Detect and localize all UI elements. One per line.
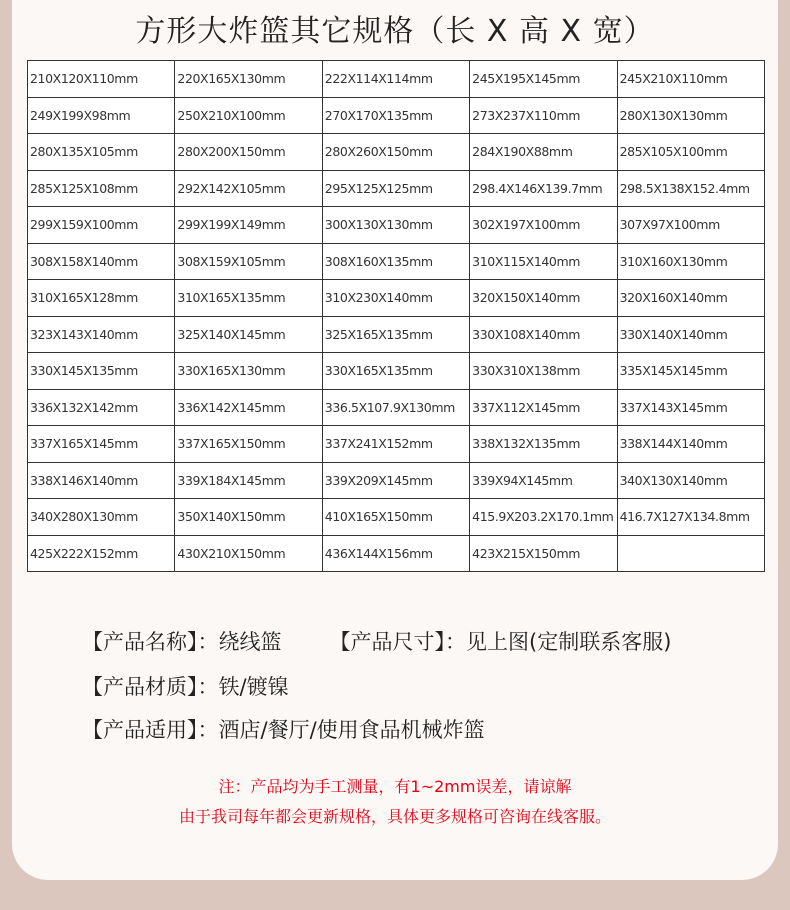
table-cell: 300X130X130mm [322,207,469,244]
table-cell: 310X160X130mm [617,243,764,280]
table-row [28,243,765,280]
table-cell: 338X144X140mm [617,426,764,463]
table-cell: 335X145X145mm [617,353,764,390]
info-row-material [82,671,289,701]
table-row [28,316,765,353]
table-cell: 336X132X142mm [28,389,175,426]
table-cell: 340X130X140mm [617,462,764,499]
page-title: 方形大炸篮其它规格（长 X 高 X 宽） [135,14,655,49]
table-cell: 210X120X110mm [28,61,175,98]
product-size-value: 见上图(定制联系客服) [466,630,672,654]
table-cell: 308X160X135mm [322,243,469,280]
table-cell [617,535,764,572]
table-cell: 338X146X140mm [28,462,175,499]
spec-table [27,60,765,572]
table-row [28,389,765,426]
table-cell: 330X165X135mm [322,353,469,390]
table-cell: 249X199X98mm [28,97,175,134]
table-cell: 285X105X100mm [617,134,764,171]
table-row [28,207,765,244]
table-cell: 320X150X140mm [470,280,617,317]
table-cell: 430X210X150mm [175,535,322,572]
table-cell: 339X94X145mm [470,462,617,499]
table-cell: 310X115X140mm [470,243,617,280]
spec-table-body [28,61,765,572]
table-cell: 310X165X135mm [175,280,322,317]
table-cell: 310X165X128mm [28,280,175,317]
table-row [28,462,765,499]
info-row-name-size [82,626,671,656]
table-cell: 298.5X138X152.4mm [617,170,764,207]
table-row [28,353,765,390]
table-cell: 330X140X140mm [617,316,764,353]
table-cell: 285X125X108mm [28,170,175,207]
table-cell: 302X197X100mm [470,207,617,244]
table-cell: 280X260X150mm [322,134,469,171]
table-cell: 338X132X135mm [470,426,617,463]
table-row [28,280,765,317]
note-update: 由于我司每年都会更新规格，具体更多规格可咨询在线客服。 [178,807,611,826]
table-cell: 320X160X140mm [617,280,764,317]
table-cell: 270X170X135mm [322,97,469,134]
table-cell: 423X215X150mm [470,535,617,572]
table-cell: 308X158X140mm [28,243,175,280]
note-measurement: 注：产品均为手工测量，有1~2mm误差，请谅解 [218,777,572,796]
table-cell: 336X142X145mm [175,389,322,426]
table-cell: 410X165X150mm [322,499,469,536]
table-cell: 222X114X114mm [322,61,469,98]
table-cell: 436X144X156mm [322,535,469,572]
table-cell: 295X125X125mm [322,170,469,207]
table-cell: 299X199X149mm [175,207,322,244]
table-cell: 330X165X130mm [175,353,322,390]
table-cell: 337X165X145mm [28,426,175,463]
table-cell: 425X222X152mm [28,535,175,572]
product-material-label: 【产品材质】： [82,675,219,699]
table-cell: 245X210X110mm [617,61,764,98]
table-cell: 325X140X145mm [175,316,322,353]
table-cell: 325X165X135mm [322,316,469,353]
content-card [12,0,778,880]
product-name-value: 绕线篮 [218,630,282,654]
table-row [28,61,765,98]
table-row [28,426,765,463]
table-cell: 220X165X130mm [175,61,322,98]
product-material-value: 铁/镀镍 [218,675,289,699]
table-cell: 339X184X145mm [175,462,322,499]
table-cell: 340X280X130mm [28,499,175,536]
table-cell: 280X200X150mm [175,134,322,171]
table-cell: 330X310X138mm [470,353,617,390]
table-cell: 323X143X140mm [28,316,175,353]
table-cell: 337X112X145mm [470,389,617,426]
info-row-usage [82,714,485,744]
table-cell: 336.5X107.9X130mm [322,389,469,426]
table-cell: 415.9X203.2X170.1mm [470,499,617,536]
table-cell: 280X135X105mm [28,134,175,171]
table-cell: 330X145X135mm [28,353,175,390]
table-cell: 292X142X105mm [175,170,322,207]
table-row [28,535,765,572]
table-cell: 337X143X145mm [617,389,764,426]
table-cell: 308X159X105mm [175,243,322,280]
product-usage-value: 酒店/餐厅/使用食品机械炸篮 [218,718,485,742]
product-size-label: 【产品尺寸】： [329,630,466,654]
table-row [28,170,765,207]
table-cell: 273X237X110mm [470,97,617,134]
product-usage-label: 【产品适用】： [82,718,219,742]
table-cell: 284X190X88mm [470,134,617,171]
table-cell: 350X140X150mm [175,499,322,536]
table-row [28,134,765,171]
table-cell: 330X108X140mm [470,316,617,353]
table-cell: 310X230X140mm [322,280,469,317]
table-cell: 337X165X150mm [175,426,322,463]
table-cell: 298.4X146X139.7mm [470,170,617,207]
table-cell: 339X209X145mm [322,462,469,499]
table-cell: 337X241X152mm [322,426,469,463]
table-row [28,499,765,536]
table-cell: 250X210X100mm [175,97,322,134]
table-cell: 245X195X145mm [470,61,617,98]
product-name-label: 【产品名称】： [82,630,219,654]
table-cell: 299X159X100mm [28,207,175,244]
table-cell: 280X130X130mm [617,97,764,134]
table-row [28,97,765,134]
table-cell: 416.7X127X134.8mm [617,499,764,536]
table-cell: 307X97X100mm [617,207,764,244]
